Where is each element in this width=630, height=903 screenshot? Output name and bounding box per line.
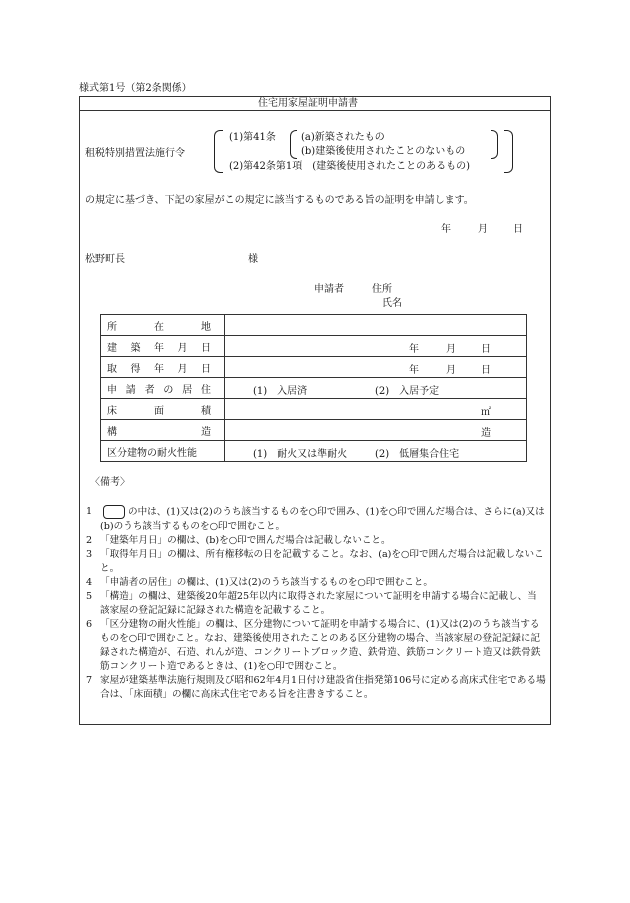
law-name: 租税特別措置法施行令 bbox=[85, 148, 185, 159]
table-row bbox=[101, 336, 527, 357]
table-row bbox=[101, 357, 527, 378]
row-label-structure: 構 造 bbox=[101, 420, 225, 441]
list-item: 6 「区分建物の耐火性能」の欄は、区分建物について証明を申請する場合に、(1)又は(2)のうち該当するものを○印で囲むこと。なお、建築後使用されたことのある区分建物の場合、当該家屋の登記記録に記録された構造が、石造、れんが造、コンクリートブロック造、鉄骨造、鉄筋コンクリート造又は鉄骨鉄筋コンクリート造であるときは、(1)を○印で囲むこと。 bbox=[86, 618, 541, 672]
location-value[interactable] bbox=[225, 315, 527, 336]
inner-left-bracket bbox=[290, 130, 297, 159]
property-table bbox=[100, 314, 527, 462]
fire-option-1[interactable]: (1) 耐火又は準耐火 bbox=[253, 449, 348, 460]
table-row bbox=[101, 441, 527, 462]
row-label-location: 所 在 地 bbox=[101, 315, 225, 336]
list-item: 2 「建築年月日」の欄は、(b)を○印で囲んだ場合は記載しないこと。 bbox=[86, 534, 391, 546]
residence-value[interactable] bbox=[225, 378, 527, 399]
table-row bbox=[101, 315, 527, 336]
list-item: 5 「構造」の欄は、建築後20年超25年以内に取得された家屋について証明を申請する場合に記載し、当該家屋の登記記録に記録された構造を記載すること。 bbox=[86, 590, 537, 616]
outer-left-bracket bbox=[214, 130, 223, 173]
structure-value[interactable]: 造 bbox=[225, 420, 527, 441]
form-number: 様式第1号（第2条関係） bbox=[79, 83, 192, 94]
table-row bbox=[101, 378, 527, 399]
list-item: 1 の中は、(1)又は(2)のうち該当するものを○印で囲み、(1)を○印で囲んだ場合は、さらに(a)又は(b)のうち該当するものを○印で囲むこと。 bbox=[86, 506, 545, 532]
statement: の規定に基づき、下記の家屋がこの規定に該当するものである旨の証明を申請します。 bbox=[85, 195, 474, 206]
date-year: 年 bbox=[441, 224, 451, 235]
residence-option-1[interactable]: (1) 入居済 bbox=[253, 386, 308, 397]
list-item: 3 「取得年月日」の欄は、所有権移転の日を記載すること。なお、(a)を○印で囲んだ場合は記載しないこと。 bbox=[86, 548, 544, 574]
table-row bbox=[101, 420, 527, 441]
table-row bbox=[101, 399, 527, 420]
inner-right-bracket bbox=[491, 130, 498, 159]
date-day: 日 bbox=[513, 224, 523, 235]
title-divider bbox=[79, 110, 551, 111]
residence-option-2[interactable]: (2) 入居予定 bbox=[375, 386, 440, 397]
applicant-label: 申請者 bbox=[314, 284, 344, 295]
law-option-1: (1)第41条 bbox=[229, 132, 276, 143]
row-label-residence: 申 請 者 の 居 住 bbox=[101, 378, 225, 399]
date-month: 月 bbox=[478, 224, 488, 235]
row-label-floor-area: 床 面 積 bbox=[101, 399, 225, 420]
law-option-1a: (a)新築されたもの bbox=[301, 132, 385, 143]
law-option-1b: (b)建築後使用されたことのないもの bbox=[301, 146, 466, 157]
row-label-fire-resistance: 区分建物の耐火性能 bbox=[101, 441, 225, 462]
built-date-value[interactable]: 年 月 日 bbox=[225, 336, 527, 357]
remarks-list bbox=[86, 505, 546, 702]
outer-right-bracket bbox=[504, 130, 513, 173]
fire-resistance-value[interactable] bbox=[225, 441, 527, 462]
form-title: 住宅用家屋証明申請書 bbox=[258, 98, 358, 109]
acquired-date-value[interactable]: 年 月 日 bbox=[225, 357, 527, 378]
applicant-address-label: 住所 bbox=[372, 284, 392, 295]
list-item: 4 「申請者の居住」の欄は、(1)又は(2)のうち該当するものを○印で囲むこと。 bbox=[86, 576, 433, 588]
law-option-2: (2)第42条第1項 (建築後使用されたことのあるもの) bbox=[229, 161, 471, 172]
addressee-honorific: 様 bbox=[248, 254, 258, 265]
remarks-heading: 〈備考〉 bbox=[90, 477, 130, 488]
bracket-symbol bbox=[103, 505, 125, 519]
list-item: 7 家屋が建築基準法施行規則及び昭和62年4月1日付け建設省住指発第106号に定める高床式住宅である場合は、「床面積」の欄に高床式住宅である旨を注書きすること。 bbox=[86, 674, 546, 700]
row-label-acquired-date: 取 得 年 月 日 bbox=[101, 357, 225, 378]
fire-option-2[interactable]: (2) 低層集合住宅 bbox=[375, 449, 460, 460]
floor-area-value[interactable]: ㎡ bbox=[225, 399, 527, 420]
row-label-built-date: 建 築 年 月 日 bbox=[101, 336, 225, 357]
addressee-name: 松野町長 bbox=[85, 254, 125, 265]
applicant-name-label: 氏名 bbox=[382, 298, 402, 309]
